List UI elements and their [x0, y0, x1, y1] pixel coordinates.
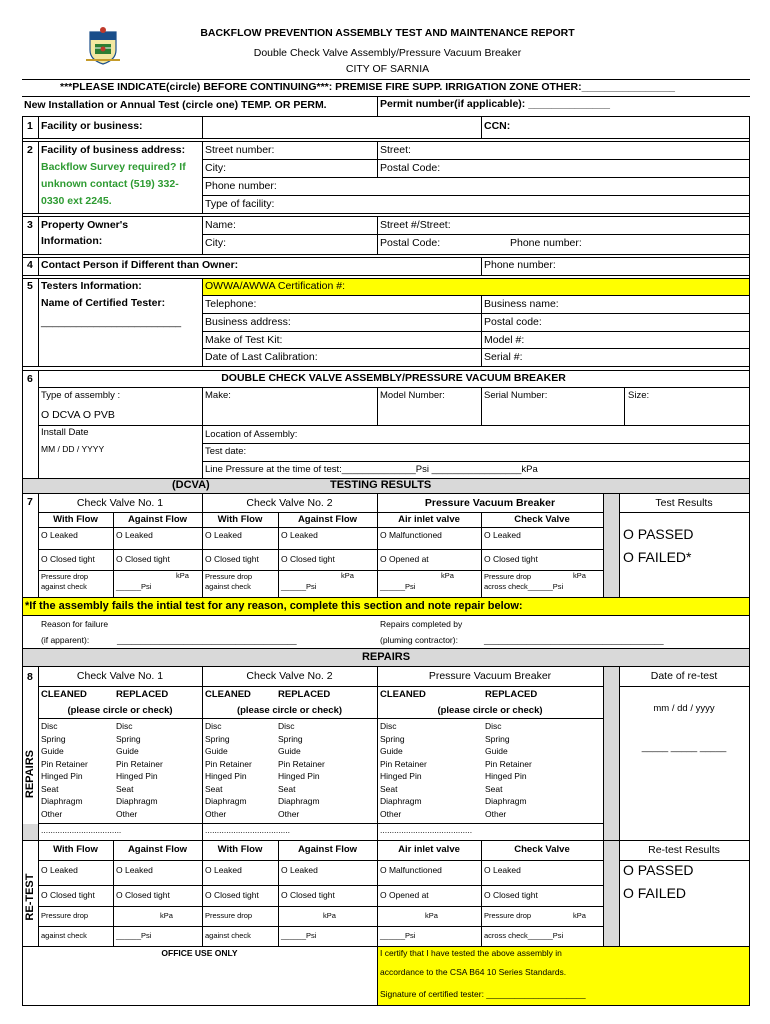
- retest-pvb-ac-field[interactable]: across check______Psi: [484, 931, 564, 940]
- cv1-kpa-unit: kPa: [176, 571, 189, 580]
- cv1-against-flow-closed[interactable]: O Closed tight: [116, 554, 170, 564]
- repairs-side-label-box: [22, 740, 39, 810]
- retest-cv2-with-flow: With Flow: [217, 844, 263, 855]
- serial-number-field[interactable]: Serial Number:: [484, 390, 548, 401]
- repair-cv1-heading: Check Valve No. 1: [76, 670, 164, 682]
- retest-check-closed[interactable]: O Closed tight: [484, 890, 538, 900]
- retest-date-format: mm / dd / yyyy: [653, 703, 715, 714]
- address-label: Facility of business address:: [41, 144, 186, 156]
- retest-results-heading: Re-test Results: [648, 844, 720, 856]
- assembly-options[interactable]: O DCVA O PVB: [41, 409, 115, 421]
- postal-code-field[interactable]: Postal Code:: [380, 162, 441, 174]
- cv2-against-flow: Against Flow: [297, 514, 358, 525]
- cv1-replaced-label: REPLACED: [116, 689, 169, 700]
- row-number-4: 4: [27, 259, 33, 271]
- pvb-kpa-unit: kPa: [573, 571, 586, 580]
- repairs-side-label: REPAIRS: [23, 750, 36, 799]
- row-number-5: 5: [27, 280, 33, 292]
- cv1-with-flow-closed[interactable]: O Closed tight: [41, 554, 95, 564]
- retest-check-valve: Check Valve: [514, 844, 570, 855]
- test-passed-option[interactable]: O PASSED: [623, 526, 694, 542]
- cv1-replaced-parts[interactable]: Disc Spring Guide Pin Retainer Hinged Pin Seat Diaphragm Other: [116, 721, 163, 819]
- make-field[interactable]: Make:: [205, 390, 231, 401]
- facility-field[interactable]: [203, 117, 481, 137]
- cv1-psi-field[interactable]: ______Psi: [116, 582, 152, 591]
- retest-pvb-pd-label: Pressure drop: [484, 911, 532, 920]
- cv1-circle-note: (please circle or check): [67, 705, 173, 716]
- cv1-cleaned-label: CLEANED: [41, 689, 87, 700]
- owner-name-field[interactable]: Name:: [205, 219, 236, 231]
- facility-type-field[interactable]: Type of facility:: [205, 198, 275, 210]
- cv1-against-flow: Against Flow: [127, 514, 188, 525]
- retest-date-field[interactable]: _____ _____ _____: [641, 742, 727, 753]
- repairs-by-label-2: (pluming contractor):: [380, 635, 458, 645]
- cv2-with-flow-leaked[interactable]: O Leaked: [205, 530, 242, 540]
- repairs-by-label-1: Repairs completed by: [380, 619, 463, 629]
- pvb-cleaned-label: CLEANED: [380, 689, 426, 700]
- retest-cv1-with-flow: With Flow: [53, 844, 98, 855]
- tester-name-field[interactable]: ________________________: [41, 316, 182, 328]
- city-field[interactable]: City:: [205, 162, 226, 174]
- telephone-field[interactable]: Telephone:: [205, 298, 257, 310]
- certify-line-1: I certify that I have tested the above assembly in: [380, 948, 562, 958]
- business-address-field[interactable]: Business address:: [205, 316, 291, 328]
- test-kit-make-field[interactable]: Make of Test Kit:: [205, 334, 283, 346]
- survey-note-line-3: 0330 ext 2245.: [41, 195, 112, 207]
- install-date-label: Install Date: [41, 427, 89, 438]
- serial-field[interactable]: Serial #:: [484, 351, 523, 363]
- pvb-heading: Pressure Vacuum Breaker: [424, 497, 556, 509]
- cv2-with-flow: With Flow: [217, 514, 263, 525]
- pvb-cleaned-parts[interactable]: Disc Spring Guide Pin Retainer Hinged Pin Seat Diaphragm Other: [380, 721, 427, 819]
- owner-street-field[interactable]: Street #/Street:: [380, 219, 451, 231]
- phone-field[interactable]: Phone number:: [205, 180, 277, 192]
- pvb-across-check-field[interactable]: across check______Psi: [484, 582, 564, 591]
- survey-note-line-2: unknown contact (519) 332-: [41, 178, 179, 190]
- check-valve-1-heading: Check Valve No. 1: [76, 497, 164, 509]
- retest-cv2-against-closed[interactable]: O Closed tight: [281, 890, 335, 900]
- size-field[interactable]: Size:: [628, 390, 650, 401]
- row-number-7: 7: [27, 496, 33, 508]
- retest-cv1-ac-label: against check: [41, 931, 87, 940]
- owner-city-field[interactable]: City:: [205, 237, 226, 249]
- repair-cv2-heading: Check Valve No. 2: [246, 670, 333, 682]
- air-inlet-heading: Air inlet valve: [398, 514, 460, 525]
- pvb-check-closed[interactable]: O Closed tight: [484, 554, 538, 564]
- cv2-pressure-drop-label: Pressure drop: [205, 572, 253, 581]
- retest-cv1-against-closed[interactable]: O Closed tight: [116, 890, 170, 900]
- failure-reason-field[interactable]: ______________________________________: [117, 635, 297, 645]
- install-date-format[interactable]: MM / DD / YYYY: [41, 444, 105, 454]
- retest-cv1-pd-label: Pressure drop: [41, 911, 89, 920]
- owner-phone-field[interactable]: Phone number:: [510, 237, 582, 249]
- indicate-line: ***PLEASE INDICATE(circle) BEFORE CONTINUING***: PREMISE FIRE SUPP. IRRIGATION ZONE OTHER:________________: [60, 81, 675, 93]
- cv1-pressure-drop-label: Pressure drop: [41, 572, 89, 581]
- retest-cv2-psi-field[interactable]: ______Psi: [281, 931, 317, 940]
- cv1-with-flow-leaked[interactable]: O Leaked: [41, 530, 78, 540]
- cv1-other-field[interactable]: ..................................: [41, 825, 122, 835]
- air-inlet-kpa-unit: kPa: [441, 571, 454, 580]
- failure-reason-label-2: (if apparent):: [41, 635, 90, 645]
- cv2-with-flow-closed[interactable]: O Closed tight: [205, 554, 259, 564]
- dcva-label: (DCVA): [172, 479, 210, 491]
- city-crest-logo: [86, 26, 120, 66]
- repairs-heading: REPAIRS: [361, 651, 411, 663]
- retest-date-heading: Date of re-test: [650, 670, 718, 682]
- air-inlet-opened[interactable]: O Opened at: [380, 554, 429, 564]
- pvb-circle-note: (please circle or check): [437, 705, 543, 716]
- pvb-check-valve-heading: Check Valve: [514, 514, 570, 525]
- fail-note: *If the assembly fails the intial test for any reason, complete this section and note repair below:: [25, 600, 523, 612]
- pvb-check-leaked[interactable]: O Leaked: [484, 530, 521, 540]
- retest-cv2-with-closed[interactable]: O Closed tight: [205, 890, 259, 900]
- cv2-replaced-parts[interactable]: Disc Spring Guide Pin Retainer Hinged Pin Seat Diaphragm Other: [278, 721, 325, 819]
- retest-air-malfunctioned[interactable]: O Malfunctioned: [380, 865, 442, 875]
- section-6-heading: DOUBLE CHECK VALVE ASSEMBLY/PRESSURE VACUUM BREAKER: [221, 372, 566, 384]
- cv2-against-flow-closed[interactable]: O Closed tight: [281, 554, 335, 564]
- retest-cv2-with-leaked[interactable]: O Leaked: [205, 865, 242, 875]
- model-number-field[interactable]: Model Number:: [380, 390, 445, 401]
- facility-label: Facility or business:: [41, 120, 143, 132]
- cv2-against-check-label: against check: [205, 582, 251, 591]
- retest-cv1-against-leaked[interactable]: O Leaked: [116, 865, 153, 875]
- test-date-field[interactable]: Test date:: [205, 446, 247, 457]
- retest-cv1-kpa-unit: kPa: [160, 911, 173, 920]
- certified-tester-label: Name of Certified Tester:: [41, 297, 166, 309]
- street-number-field[interactable]: Street number:: [205, 144, 275, 156]
- tester-postal-field[interactable]: Postal code:: [484, 316, 542, 328]
- retest-cv2-against-flow: Against Flow: [297, 844, 358, 855]
- line-pressure-field[interactable]: Line Pressure at the time of test:______________Psi _________________kPa: [205, 464, 538, 475]
- office-use-label: OFFICE USE ONLY: [161, 948, 238, 958]
- owner-label-2: Information:: [41, 235, 103, 247]
- test-results-heading: Test Results: [655, 497, 713, 509]
- cv2-against-flow-leaked[interactable]: O Leaked: [281, 530, 318, 540]
- cv2-kpa-unit: kPa: [341, 571, 354, 580]
- form-subtitle: Double Check Valve Assembly/Pressure Vacuum Breaker: [253, 47, 522, 59]
- retest-cv2-pd-label: Pressure drop: [205, 911, 253, 920]
- cv2-other-field[interactable]: ....................................: [205, 825, 291, 835]
- form-title: BACKFLOW PREVENTION ASSEMBLY TEST AND MAINTENANCE REPORT: [200, 27, 575, 39]
- check-valve-2-heading: Check Valve No. 2: [246, 497, 333, 509]
- permit-number-field[interactable]: Permit number(if applicable): ______________: [380, 98, 610, 110]
- testers-label: Testers Information:: [41, 280, 142, 292]
- testing-results-heading: TESTING RESULTS: [330, 479, 432, 491]
- cv1-cleaned-parts[interactable]: Disc Spring Guide Pin Retainer Hinged Pin Seat Diaphragm Other: [41, 721, 88, 819]
- air-inlet-psi-field[interactable]: ______Psi: [380, 582, 416, 591]
- retest-air-psi-field[interactable]: ______Psi: [380, 931, 416, 940]
- cv1-against-check-label: against check: [41, 582, 87, 591]
- certify-line-2: accordance to the CSA B64 10 Series Standards.: [380, 967, 567, 977]
- owner-postal-field[interactable]: Postal Code:: [380, 237, 441, 249]
- retest-side-label: RE-TEST: [23, 873, 36, 921]
- retest-air-inlet: Air inlet valve: [398, 844, 460, 855]
- city-name: CITY OF SARNIA: [345, 63, 430, 75]
- assembly-type-label: Type of assembly :: [41, 390, 121, 401]
- business-name-field[interactable]: Business name:: [484, 298, 559, 310]
- pvb-pressure-drop-label: Pressure drop: [484, 572, 532, 581]
- owner-label-1: Property Owner's: [41, 219, 129, 231]
- cv2-replaced-label: REPLACED: [278, 689, 331, 700]
- cv2-circle-note: (please circle or check): [236, 705, 343, 716]
- row-number-3: 3: [27, 219, 33, 231]
- survey-note-line-1: Backflow Survey required? If: [41, 161, 186, 173]
- model-field[interactable]: Model #:: [484, 334, 525, 346]
- contact-phone-field[interactable]: Phone number:: [484, 259, 556, 271]
- test-failed-option[interactable]: O FAILED*: [623, 549, 692, 565]
- retest-cv2-ac-label: against check: [205, 931, 251, 940]
- retest-failed-option[interactable]: O FAILED: [623, 885, 687, 901]
- cv1-with-flow: With Flow: [53, 514, 98, 525]
- pvb-replaced-parts[interactable]: Disc Spring Guide Pin Retainer Hinged Pin Seat Diaphragm Other: [485, 721, 532, 819]
- retest-cv1-psi-field[interactable]: ______Psi: [116, 931, 152, 940]
- pvb-replaced-label: REPLACED: [485, 689, 538, 700]
- retest-air-opened[interactable]: O Opened at: [380, 890, 429, 900]
- repair-pvb-heading: Pressure Vacuum Breaker: [428, 670, 552, 682]
- retest-side-label-box: [22, 858, 39, 938]
- retest-cv2-kpa-unit: kPa: [323, 911, 336, 920]
- row-number-8: 8: [27, 671, 33, 683]
- certification-field[interactable]: OWWA/AWWA Certification #:: [205, 280, 346, 292]
- location-field[interactable]: Location of Assembly:: [205, 429, 298, 440]
- cv2-cleaned-label: CLEANED: [205, 689, 251, 700]
- pvb-other-field[interactable]: .......................................: [380, 825, 473, 835]
- row-number-6: 6: [27, 373, 33, 385]
- retest-cv1-with-closed[interactable]: O Closed tight: [41, 890, 95, 900]
- tester-signature-field[interactable]: Signature of certified tester: _____________________: [380, 989, 586, 999]
- retest-cv1-against-flow: Against Flow: [127, 844, 188, 855]
- retest-cv2-against-leaked[interactable]: O Leaked: [281, 865, 318, 875]
- repairs-by-field[interactable]: ______________________________________: [484, 635, 664, 645]
- cv2-cleaned-parts[interactable]: Disc Spring Guide Pin Retainer Hinged Pin Seat Diaphragm Other: [205, 721, 252, 819]
- contact-label: Contact Person if Different than Owner:: [41, 259, 239, 271]
- retest-passed-option[interactable]: O PASSED: [623, 862, 694, 878]
- retest-check-leaked[interactable]: O Leaked: [484, 865, 521, 875]
- failure-reason-label-1: Reason for failure: [41, 619, 109, 629]
- ccn-field[interactable]: CCN:: [484, 120, 511, 132]
- row-number-1: 1: [27, 120, 33, 132]
- row-number-2: 2: [27, 144, 33, 156]
- air-inlet-malfunctioned[interactable]: O Malfunctioned: [380, 530, 442, 540]
- street-field[interactable]: Street:: [380, 144, 411, 156]
- cv2-psi-field[interactable]: ______Psi: [281, 582, 317, 591]
- retest-air-kpa-unit: kPa: [425, 911, 438, 920]
- retest-cv1-with-leaked[interactable]: O Leaked: [41, 865, 78, 875]
- retest-pvb-kpa-unit: kPa: [573, 911, 586, 920]
- calibration-date-field[interactable]: Date of Last Calibration:: [205, 351, 318, 363]
- cv1-against-flow-leaked[interactable]: O Leaked: [116, 530, 153, 540]
- install-type-line: New Installation or Annual Test (circle one) TEMP. OR PERM.: [24, 99, 327, 111]
